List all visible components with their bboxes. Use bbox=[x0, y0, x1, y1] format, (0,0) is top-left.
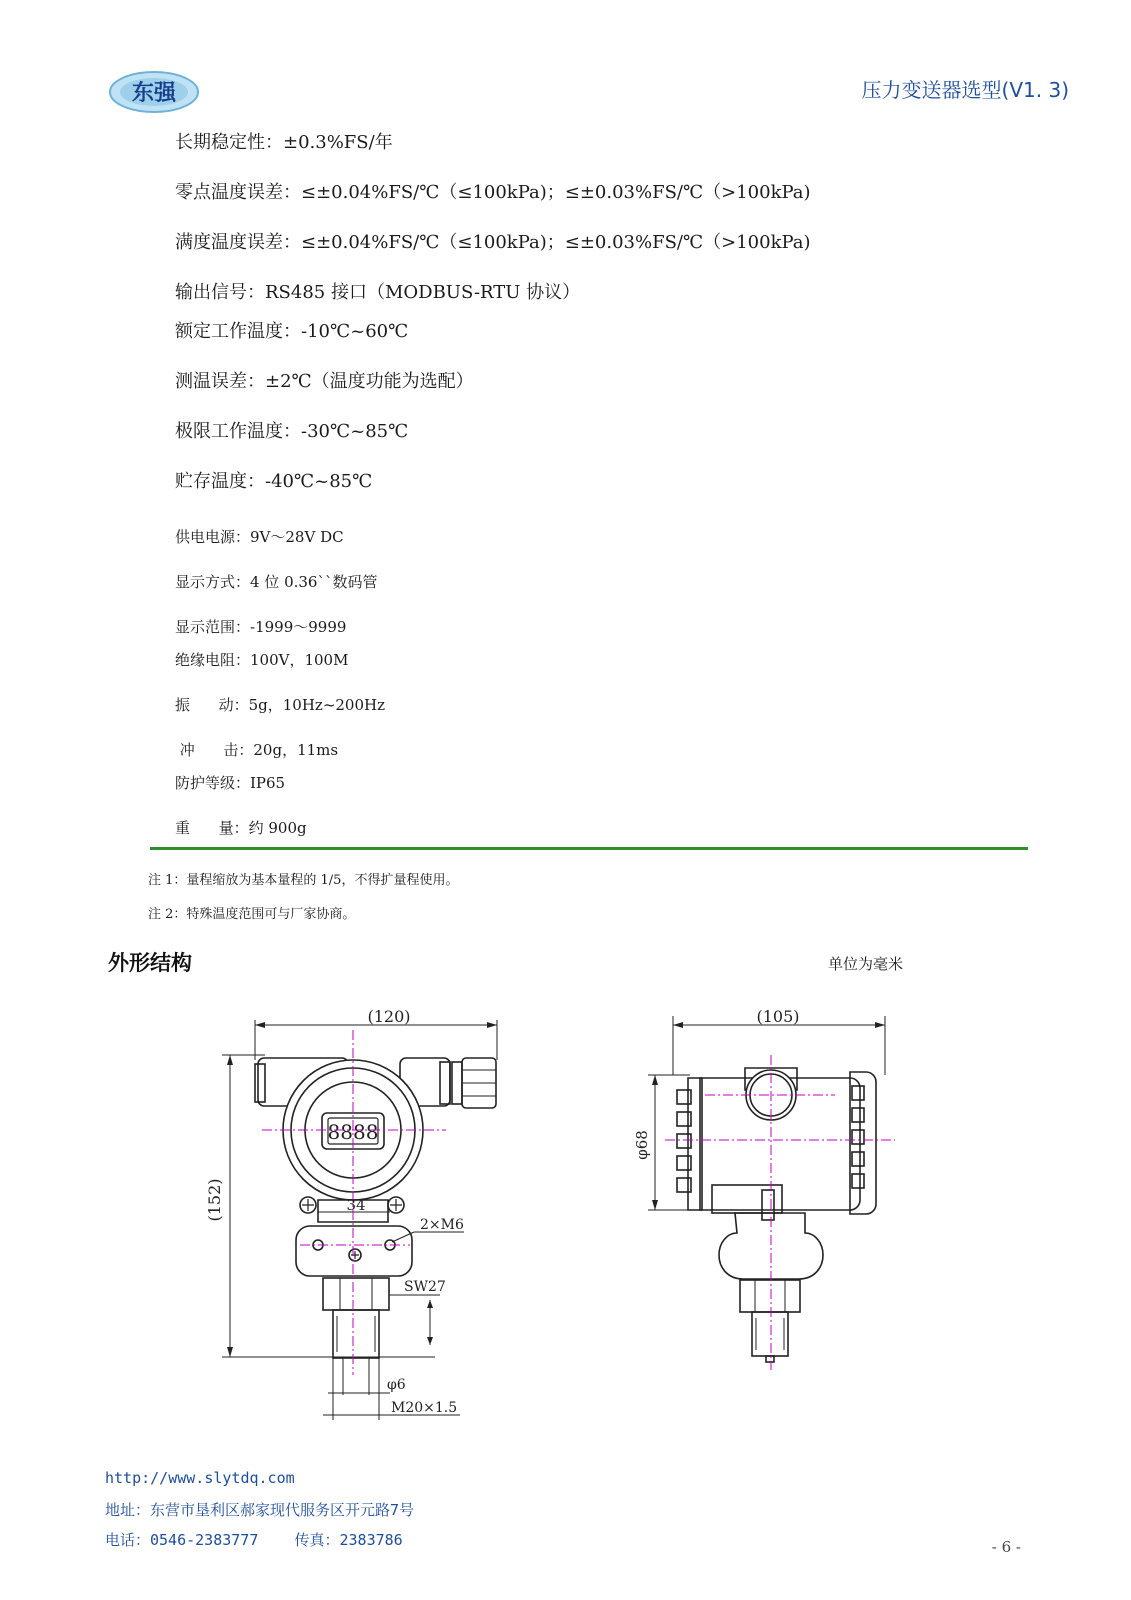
bore-label: φ6 bbox=[387, 1377, 406, 1393]
spec-vibration: 振 动：5g，10Hz~200Hz bbox=[175, 696, 386, 714]
spec-insulation: 绝缘电阻：100V，100M bbox=[175, 651, 349, 669]
footer-url[interactable]: http://www.slytdq.com bbox=[105, 1469, 295, 1487]
footer-address: 地址：东营市垦利区郝家现代服务区开元路7号 bbox=[105, 1501, 415, 1519]
thread-label: M20×1.5 bbox=[391, 1400, 458, 1416]
footer-phone: 电话：0546-2383777 传真：2383786 bbox=[105, 1531, 403, 1549]
spec-shock: 冲 击：20g，11ms bbox=[175, 741, 339, 759]
spec-display-range: 显示范围：-1999～9999 bbox=[175, 618, 347, 636]
note-1: 注 1：量程缩放为基本量程的 1/5，不得扩量程使用。 bbox=[148, 873, 459, 888]
spec-limit-temp: 极限工作温度：-30℃~85℃ bbox=[175, 421, 409, 442]
spec-span-temp-error: 满度温度误差：≤±0.04%FS/℃（≤100kPa)；≤±0.03%FS/℃（>100kPa) bbox=[175, 232, 811, 253]
spec-temp-meas-error: 测温误差：±2℃（温度功能为选配） bbox=[175, 371, 474, 392]
logo-text: 东强 bbox=[131, 80, 177, 106]
spec-power: 供电电源：9V～28V DC bbox=[175, 528, 344, 546]
height-dimension-front: (152) bbox=[205, 1178, 224, 1222]
spec-zero-temp-error: 零点温度误差：≤±0.04%FS/℃（≤100kPa)；≤±0.03%FS/℃（>100kPa) bbox=[175, 182, 811, 203]
side-view bbox=[648, 1016, 885, 1362]
display-digits: 8888 bbox=[327, 1120, 379, 1144]
spec-rated-temp: 额定工作温度：-10℃~60℃ bbox=[175, 321, 409, 342]
wrench-label: SW27 bbox=[404, 1279, 446, 1295]
section-title: 外形结构 bbox=[108, 951, 192, 975]
page-number: - 6 - bbox=[991, 1538, 1021, 1556]
spacing-dimension: 34 bbox=[346, 1196, 366, 1214]
divider-rule bbox=[150, 847, 1028, 850]
width-dimension-side: (105) bbox=[756, 1007, 800, 1026]
company-logo bbox=[108, 68, 200, 116]
diameter-dimension-side: φ68 bbox=[633, 1130, 651, 1160]
document-title: 压力变送器选型(V1. 3) bbox=[861, 78, 1069, 102]
spec-stability: 长期稳定性：±0.3%FS/年 bbox=[175, 132, 393, 153]
spec-protection: 防护等级：IP65 bbox=[175, 774, 286, 792]
spec-output: 输出信号：RS485 接口（MODBUS-RTU 协议） bbox=[175, 282, 581, 303]
spec-storage-temp: 贮存温度：-40℃~85℃ bbox=[175, 471, 373, 492]
spec-display-mode: 显示方式：4 位 0.36``数码管 bbox=[175, 573, 378, 591]
unit-note: 单位为毫米 bbox=[828, 955, 904, 973]
width-dimension-front: (120) bbox=[367, 1007, 411, 1026]
note-2: 注 2：特殊温度范围可与厂家协商。 bbox=[148, 907, 356, 922]
dimension-drawing bbox=[0, 1000, 1131, 1420]
screw-label: 2×M6 bbox=[420, 1217, 464, 1233]
spec-weight: 重 量：约 900g bbox=[175, 819, 307, 837]
